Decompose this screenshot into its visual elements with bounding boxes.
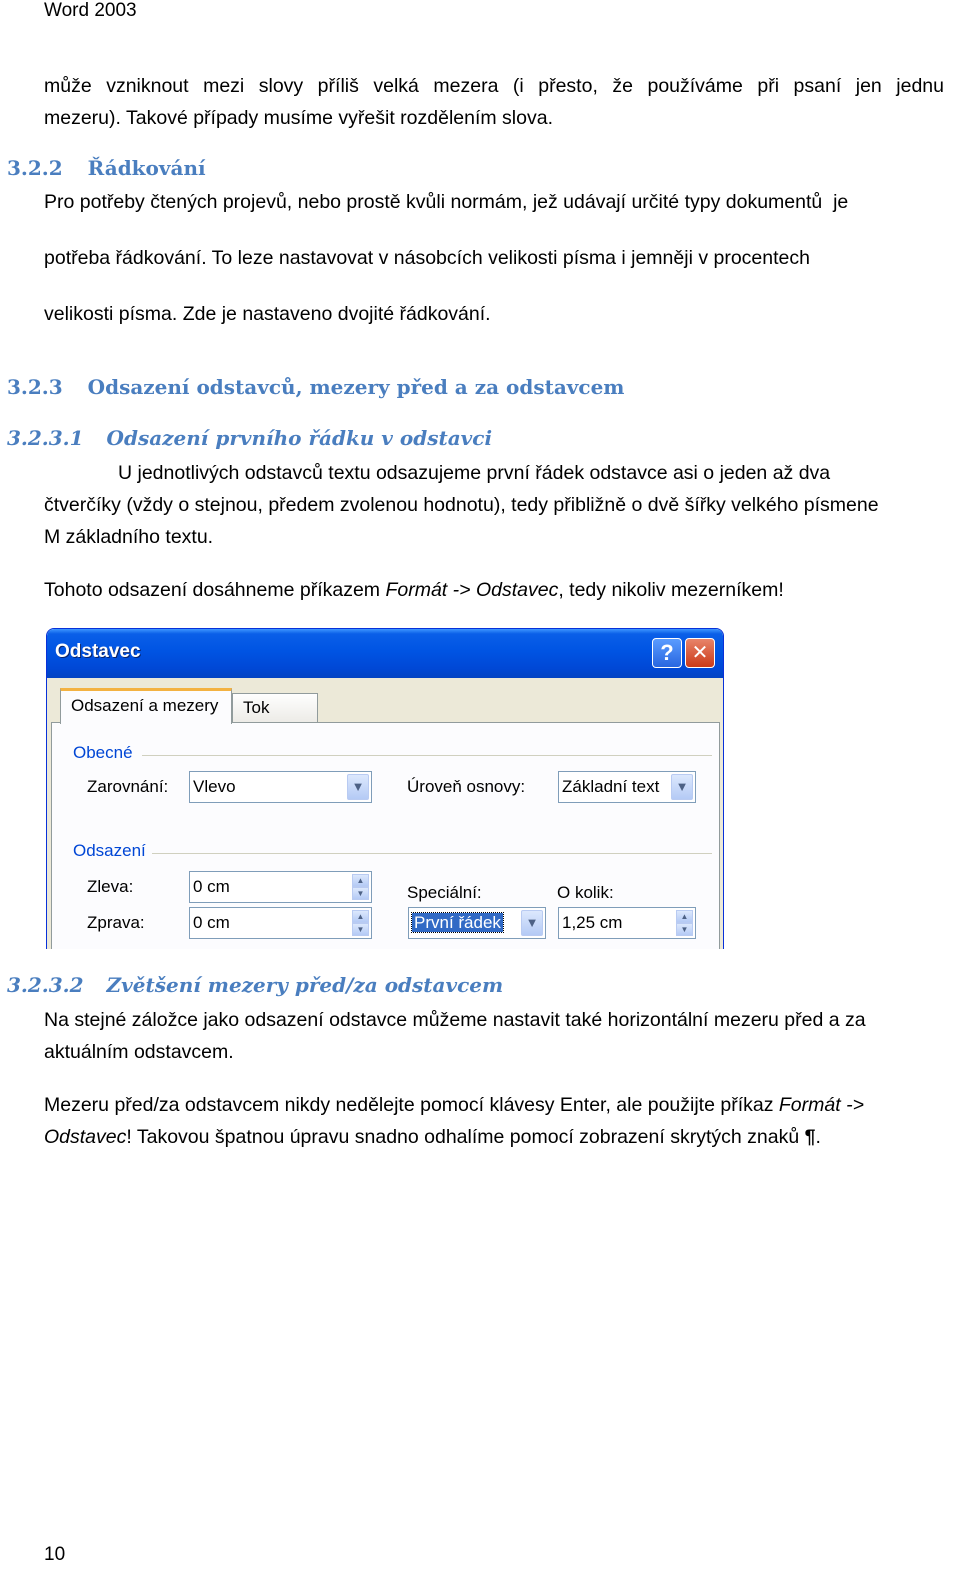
- indent-by-value: 1,25 cm: [562, 913, 623, 932]
- heading-number: 3.2.3: [7, 375, 63, 399]
- spin-up-icon[interactable]: ▲: [352, 874, 369, 887]
- indent-left-input[interactable]: [189, 871, 372, 903]
- indent-by-label: O kolik:: [557, 883, 614, 902]
- menu-arrow: ->: [840, 1094, 864, 1116]
- menu-command-format: Formát: [385, 579, 448, 601]
- group-divider: [152, 853, 712, 854]
- menu-command-format: Formát: [778, 1094, 841, 1116]
- line-spacing-paragraph-line-2: potřeba řádkování. To leze nastavovat v násobcích velikosti písma i jemněji v procentech: [44, 247, 810, 269]
- pilcrow-icon: ¶: [804, 1126, 816, 1148]
- spacing-paragraph-line-1: Na stejné záložce jako odsazení odstavce můžeme nastavit také horizontální mezeru před a za: [44, 1009, 866, 1031]
- close-button[interactable]: [685, 638, 715, 668]
- spin-down-icon[interactable]: ▼: [352, 887, 369, 900]
- chevron-down-icon[interactable]: ▼: [671, 774, 693, 800]
- indent-paragraph-line-1: U jednotlivých odstavců textu odsazujeme první řádek odstavce asi o jeden až dva: [118, 462, 831, 484]
- heading-3-2-3-2: [7, 973, 503, 997]
- heading-3-2-3-1: [7, 426, 492, 450]
- heading-number: 3.2.3.1: [7, 426, 84, 450]
- outline-level-value: Základní text: [562, 777, 660, 796]
- line-spacing-paragraph-line-1: Pro potřeby čtených projevů, nebo prostě kvůli normám, jež udávají určité typy dokumentů je: [44, 191, 849, 213]
- indent-paragraph-line-3: M základního textu.: [44, 526, 214, 548]
- tab-indents-and-spacing[interactable]: Odsazení a mezery: [60, 688, 232, 724]
- outline-level-select[interactable]: [558, 771, 696, 803]
- spacing-paragraph-line-2: aktuálním odstavcem.: [44, 1041, 234, 1063]
- spin-up-icon[interactable]: ▲: [352, 910, 369, 923]
- chevron-down-icon[interactable]: ▼: [347, 774, 369, 800]
- chevron-down-icon[interactable]: ▼: [521, 910, 543, 936]
- indent-paragraph-line-2: čtverčíky (vždy o stejnou, předem zvolenou hodnotu), tedy přibližně o dvě šířky velkého písmene: [44, 494, 879, 516]
- tab-panel: [51, 722, 720, 949]
- outline-level-label: Úroveň osnovy:: [407, 777, 526, 796]
- line-spacing-paragraph-line-3: velikosti písma. Zde je nastaveno dvojité řádkování.: [44, 303, 491, 325]
- indent-left-label: Zleva:: [87, 877, 134, 896]
- help-button[interactable]: [652, 638, 682, 668]
- tab-line-and-page-breaks[interactable]: Tok: [232, 693, 318, 723]
- alignment-label: Zarovnání:: [87, 777, 169, 796]
- indent-by-input[interactable]: [558, 907, 696, 939]
- indent-by-spinner[interactable]: [676, 910, 693, 936]
- spin-down-icon[interactable]: ▼: [352, 923, 369, 936]
- menu-command-paragraph: Odstavec: [44, 1126, 127, 1148]
- text-segment: , tedy nikoliv mezerníkem!: [558, 579, 784, 601]
- spin-up-icon[interactable]: ▲: [676, 910, 693, 923]
- heading-number: 3.2.3.2: [7, 973, 84, 997]
- indent-left-value: 0 cm: [193, 877, 230, 896]
- text-segment: Mezeru před/za odstavcem nikdy nedělejte pomocí klávesy Enter, ale použijte příkaz: [44, 1094, 779, 1116]
- alignment-select[interactable]: [189, 771, 372, 803]
- page-number: 10: [44, 1544, 66, 1565]
- indent-right-input[interactable]: [189, 907, 372, 939]
- alignment-value: Vlevo: [193, 777, 236, 796]
- indent-right-label: Zprava:: [87, 913, 145, 932]
- dialog-titlebar: [47, 629, 723, 678]
- spacing-command-line-1: [44, 1089, 864, 1121]
- group-general-label: Obecné: [73, 743, 133, 762]
- indent-right-spinner[interactable]: [352, 910, 369, 936]
- help-icon: ?: [660, 640, 674, 665]
- intro-line-2: mezeru). Takové případy musíme vyřešit rozdělením slova.: [44, 107, 553, 129]
- heading-title: Odsazení prvního řádku v odstavci: [106, 426, 493, 450]
- indent-left-spinner[interactable]: [352, 874, 369, 900]
- menu-arrow: ->: [447, 579, 476, 601]
- heading-title: Řádkování: [87, 156, 206, 180]
- group-divider: [142, 755, 712, 756]
- close-icon: ✕: [691, 642, 709, 664]
- dialog-title: Odstavec: [55, 641, 141, 662]
- heading-title: Zvětšení mezery před/za odstavcem: [106, 973, 504, 997]
- spin-down-icon[interactable]: ▼: [676, 923, 693, 936]
- special-indent-label: Speciální:: [407, 883, 482, 902]
- special-indent-value: První řádek: [414, 913, 501, 932]
- special-indent-select[interactable]: [408, 907, 546, 939]
- text-segment: .: [815, 1126, 821, 1148]
- heading-title: Odsazení odstavců, mezery před a za odstavcem: [87, 375, 625, 399]
- heading-number: 3.2.2: [7, 156, 63, 180]
- running-header: Word 2003: [44, 0, 137, 21]
- heading-3-2-2: [7, 156, 206, 180]
- indent-command-paragraph: [44, 574, 784, 606]
- spacing-command-line-2: [44, 1121, 821, 1153]
- text-segment: ! Takovou špatnou úpravu snadno odhalíme pomocí zobrazení skrytých znaků: [126, 1126, 805, 1148]
- intro-line-1: může vzniknout mezi slovy příliš velká mezera (i přesto, že používáme při psaní jen jednu: [44, 75, 944, 97]
- heading-3-2-3: [7, 375, 624, 399]
- indent-right-value: 0 cm: [193, 913, 230, 932]
- text-segment: Tohoto odsazení dosáhneme příkazem: [44, 579, 386, 601]
- group-indentation-label: Odsazení: [73, 841, 146, 860]
- paragraph-dialog: [46, 628, 724, 949]
- menu-command-paragraph: Odstavec: [475, 579, 559, 601]
